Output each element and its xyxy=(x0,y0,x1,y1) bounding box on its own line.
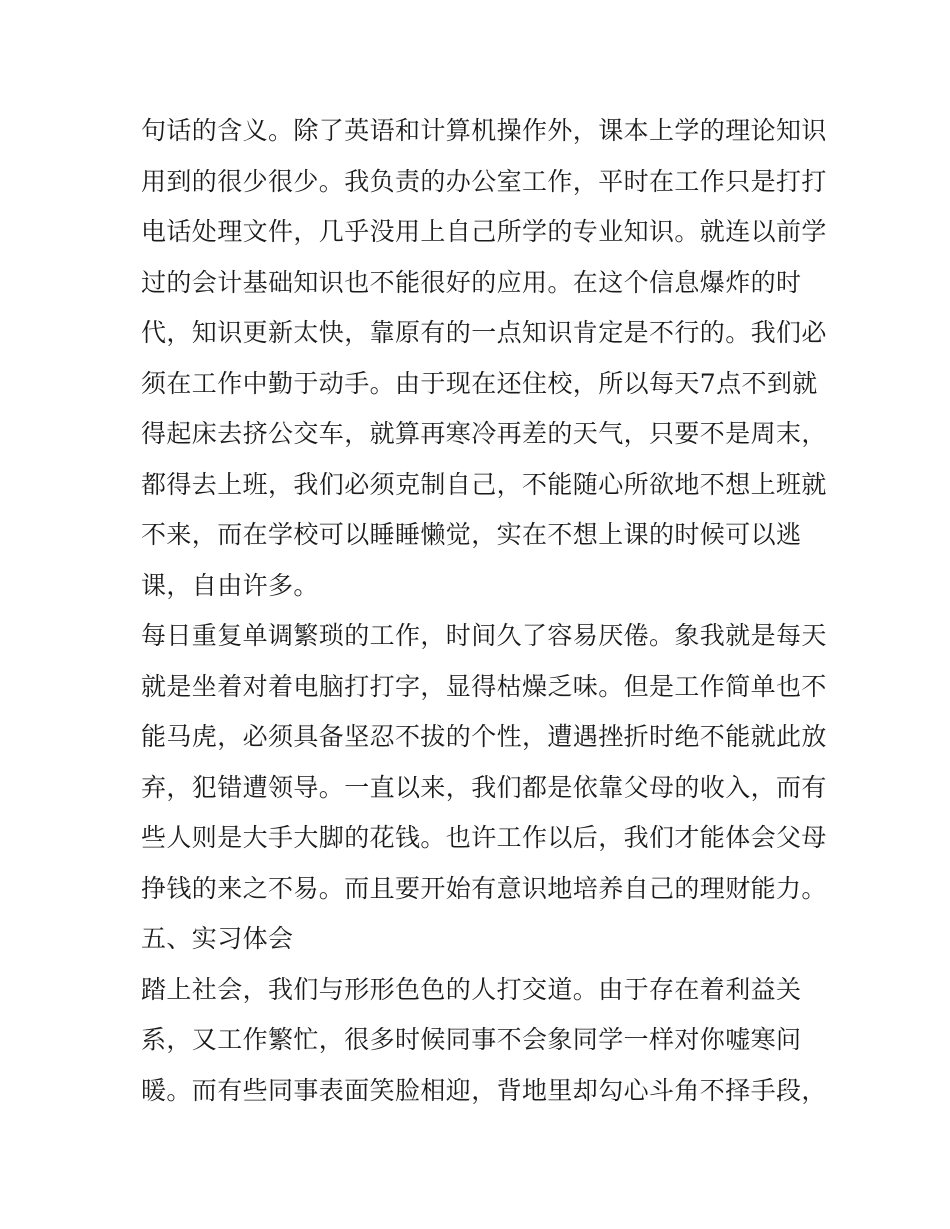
text-line: 些人则是大手大脚的花钱。也许工作以后，我们才能体会父母 xyxy=(141,823,827,852)
text-line: 系，又工作繁忙，很多时候同事不会象同学一样对你嘘寒问 xyxy=(141,1025,802,1054)
text-line: 踏上社会，我们与形形色色的人打交道。由于存在着利益关 xyxy=(141,974,802,1004)
text-line: 代，知识更新太快，靠原有的一点知识肯定是不行的。我们必 xyxy=(141,318,827,347)
text-line: 挣钱的来之不易。而且要开始有意识地培养自己的理财能力。 xyxy=(141,873,827,903)
text-line: 句话的含义。除了英语和计算机操作外，课本上学的理论知识 xyxy=(141,116,827,145)
section-heading: 五、实习体会 xyxy=(141,924,294,953)
text-line: 用到的很少很少。我负责的办公室工作，平时在工作只是打打 xyxy=(141,166,827,196)
text-line: 都得去上班，我们必须克制自己，不能随心所欲地不想上班就 xyxy=(141,469,827,499)
text-line: 每日重复单调繁琐的工作，时间久了容易厌倦。象我就是每天 xyxy=(141,621,827,650)
text-line: 能马虎，必须具备坚忍不拔的个性，遭遇挫折时绝不能就此放 xyxy=(141,722,827,751)
text-line: 过的会计基础知识也不能很好的应用。在这个信息爆炸的时 xyxy=(141,267,802,297)
text-line: 电话处理文件，几乎没用上自己所学的专业知识。就连以前学 xyxy=(141,217,827,246)
text-line: 不来，而在学校可以睡睡懒觉，实在不想上课的时候可以逃 xyxy=(141,520,802,549)
text-line: 就是坐着对着电脑打打字，显得枯燥乏味。但是工作简单也不 xyxy=(141,671,827,701)
text-line: 须在工作中勤于动手。由于现在还住校，所以每天7点不到就 xyxy=(141,368,818,398)
text-line: 得起床去挤公交车，就算再寒冷再差的天气，只要不是周末， xyxy=(141,419,827,448)
text-line: 课，自由许多。 xyxy=(141,570,319,600)
text-line: 弃，犯错遭领导。一直以来，我们都是依靠父母的收入，而有 xyxy=(141,772,827,802)
document-body xyxy=(141,106,841,1116)
text-line: 暖。而有些同事表面笑脸相迎，背地里却勾心斗角不择手段， xyxy=(141,1075,827,1105)
